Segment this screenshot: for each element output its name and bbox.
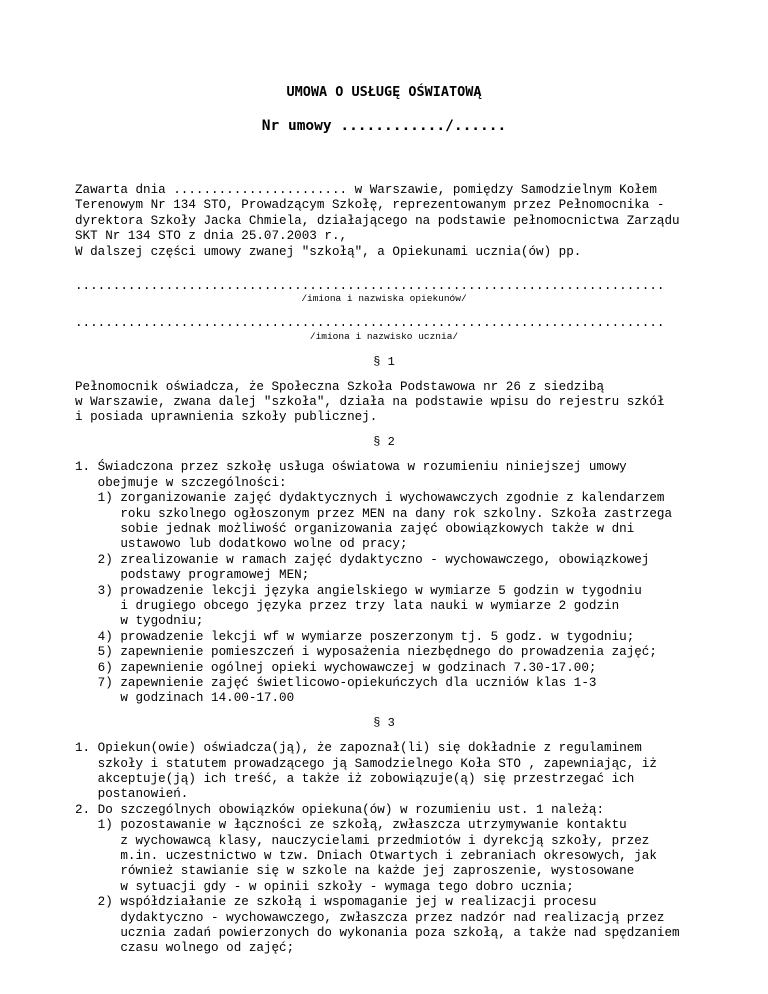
section-line: 1. Świadczona przez szkołę usługa oświatowa w rozumieniu niniejszej umowy: [75, 460, 627, 474]
section-line: dydaktyczno - wychowawczego, zwłaszcza przez nadzór nad realizacją przez: [75, 911, 665, 925]
section-line: w godzinach 14.00-17.00: [75, 691, 295, 705]
intro-line: SKT Nr 134 STO z dnia 25.07.2003 r.,: [75, 229, 348, 243]
section-heading: § 2: [373, 435, 395, 449]
guardian-fill-line: ..............................................................................: [75, 279, 665, 293]
section-line: roku szkolnego ogłoszonym przez MEN na dany rok szkolny. Szkoła zastrzega: [75, 507, 673, 521]
intro-line: W dalszej części umowy zwanej "szkołą", a Opiekunami ucznia(ów) pp.: [75, 245, 582, 259]
section-line: i posiada uprawnienia szkoły publicznej.: [75, 410, 378, 424]
section-line: podstawy programowej MEN;: [75, 568, 310, 582]
section-line: obejmuje w szczególności:: [75, 476, 287, 490]
section-line: ustawowo lub dodatkowo wolne od pracy;: [75, 537, 408, 551]
section-line: m.in. uczestnictwo w tzw. Dniach Otwartych i zebraniach okresowych, jak: [75, 849, 657, 863]
section-line: z wychowawcą klasy, nauczycielami przedmiotów i dyrekcją szkoły, przez: [75, 834, 650, 848]
section-line: 7) zapewnienie zajęć świetlicowo-opiekuńczych dla uczniów klas 1-3: [75, 676, 597, 690]
section-line: 6) zapewnienie ogólnej opieki wychowawczej w godzinach 7.30-17.00;: [75, 661, 597, 675]
guardian-caption: /imiona i nazwiska opiekunów/: [301, 293, 467, 304]
student-fill-line: ..............................................................................: [75, 316, 665, 330]
section-line: i drugiego obcego języka przez trzy lata nauki w wymiarze 2 godzin: [75, 599, 620, 613]
contract-number: Nr umowy ............/......: [261, 118, 507, 134]
intro-line: dyrektora Szkoły Jacka Chmiela, działającego na podstawie pełnomocnictwa Zarządu: [75, 214, 680, 228]
section-line: 2. Do szczególnych obowiązków opiekuna(ów) w rozumieniu ust. 1 należą:: [75, 803, 605, 817]
section-line: sobie jednak możliwość organizowania zajęć obowiązkowych także w dni: [75, 522, 635, 536]
section-line: postanowień.: [75, 787, 189, 801]
intro-line: Zawarta dnia ....................... w Warszawie, pomiędzy Samodzielnym Kołem: [75, 183, 657, 197]
section-line: również stawianie się w szkole na każde jej zaproszenie, wystosowane: [75, 864, 635, 878]
section-line: szkoły i statutem prowadzącego ją Samodzielnego Koła STO , zapewniając, iż: [75, 757, 657, 771]
document-title: UMOWA O USŁUGĘ OŚWIATOWĄ: [286, 84, 482, 100]
intro-line: Terenowym Nr 134 STO, Prowadzącym Szkołę, reprezentowanym przez Pełnomocnika -: [75, 198, 665, 212]
section-line: 5) zapewnienie pomieszczeń i wyposażenia niezbędnego do prowadzenia zajęć;: [75, 645, 657, 659]
section-line: w sytuacji gdy - w opinii szkoły - wymaga tego dobro ucznia;: [75, 880, 574, 894]
section-heading: § 1: [373, 355, 395, 369]
section-heading: § 3: [373, 716, 395, 730]
section-line: 1) pozostawanie w łączności ze szkołą, zwłaszcza utrzymywanie kontaktu: [75, 818, 627, 832]
student-caption: /imiona i nazwisko ucznia/: [309, 331, 459, 342]
section-line: Pełnomocnik oświadcza, że Społeczna Szkoła Podstawowa nr 26 z siedzibą: [75, 380, 605, 394]
section-line: ucznia zadań powierzonych do wykonania poza szkołą, a także nad spędzaniem: [75, 926, 680, 940]
section-line: w tygodniu;: [75, 614, 204, 628]
section-line: 1. Opiekun(owie) oświadcza(ją), że zapoznał(li) się dokładnie z regulaminem: [75, 741, 642, 755]
section-line: 2) zrealizowanie w ramach zajęć dydaktyczno - wychowawczego, obowiązkowej: [75, 553, 650, 567]
section-line: 1) zorganizowanie zajęć dydaktycznych i wychowawczych zgodnie z kalendarzem: [75, 491, 665, 505]
section-line: w Warszawie, zwana dalej "szkoła", działa na podstawie wpisu do rejestru szkół: [75, 395, 665, 409]
section-line: 2) współdziałanie ze szkołą i wspomaganie jej w realizacji procesu: [75, 895, 597, 909]
section-line: akceptuje(ją) ich treść, a także iż zobowiązuje(ą) się przestrzegać ich: [75, 772, 635, 786]
section-line: 3) prowadzenie lekcji języka angielskiego w wymiarze 5 godzin w tygodniu: [75, 584, 642, 598]
section-line: 4) prowadzenie lekcji wf w wymiarze poszerzonym tj. 5 godz. w tygodniu;: [75, 630, 635, 644]
section-line: czasu wolnego od zajęć;: [75, 941, 295, 955]
